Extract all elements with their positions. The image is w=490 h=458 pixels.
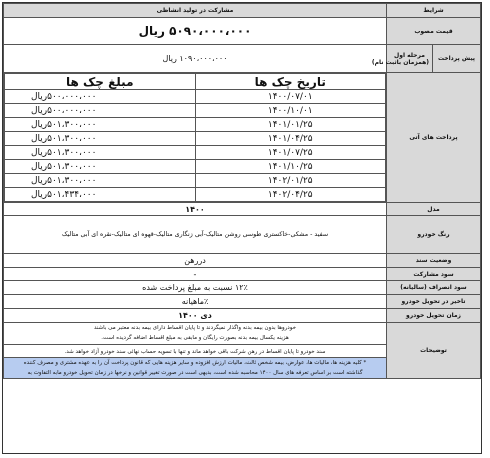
document-status-value: دررهن <box>4 254 387 268</box>
notes-row <box>4 323 481 379</box>
profit-label: سود مشارکت <box>387 268 481 281</box>
notes-line-3: سند خودرو تا پایان اقساط در رهن شرکت باقی خواهد ماند و تنها با تسویه حساب نهائی سند خودرو آزاد خواهد شد. <box>4 344 386 357</box>
installment-date: ۱۴۰۰/۱۰/۰۱ <box>195 104 386 118</box>
model-label: مدل <box>387 203 481 216</box>
installment-row <box>5 160 386 174</box>
price-row <box>4 18 481 45</box>
installment-date: ۱۴۰۱/۱۰/۲۵ <box>195 160 386 174</box>
annual-profit-label: سود انصراف (سالیانه) <box>387 281 481 295</box>
notes-line-1: خودروها بدون بیمه بدنه واگذار نمیگردند و تا پایان اقساط دارای بیمه بدنه معتبر می باشند <box>94 325 296 331</box>
header-row <box>4 4 481 18</box>
prepayment-stage-label <box>371 45 433 73</box>
installments-row <box>4 73 481 203</box>
price-value: ۵۰۹۰،۰۰۰،۰۰۰ ریال <box>4 18 387 45</box>
prepayment-row <box>4 45 481 73</box>
installment-amount: ۵۰۱،۳۰۰،۰۰۰ریال <box>5 118 196 132</box>
prepayment-label: پیش پرداخت <box>433 45 481 73</box>
installment-row <box>5 104 386 118</box>
notes-line-5: گذاشته است بر اساس تعرفه های سال ۱۴۰۰ محاسبه شده است، بدیهی است در صورت تغییر قوانین و نرخها در زمان تحویل خودرو مابه التفاوت به <box>4 368 386 378</box>
installment-row <box>5 90 386 104</box>
color-value: سفید - مشکی-خاکستری طوسی روشن متالیک-آبی زنگاری متالیک-قهوه ای متالیک-نقره ای آبی متالیک <box>4 216 387 254</box>
installment-amount: ۵۰۰،۰۰۰،۰۰۰ریال <box>5 104 196 118</box>
delay-row <box>4 295 481 309</box>
delay-label: تاخیر در تحویل خودرو <box>387 295 481 309</box>
installment-date: ۱۴۰۲/۰۱/۲۵ <box>195 174 386 188</box>
prepayment-stage-note: (همزمان باثبت نام) <box>371 58 429 66</box>
installment-amount: ۵۰۱،۳۰۰،۰۰۰ریال <box>5 174 196 188</box>
delivery-value: دی ۱۴۰۰ <box>4 309 387 323</box>
installment-date: ۱۴۰۱/۰۷/۲۵ <box>195 146 386 160</box>
prepayment-value: ۱۰۹۰،۰۰۰،۰۰۰ ریال <box>4 45 387 73</box>
installment-row <box>5 174 386 188</box>
annual-profit-row <box>4 281 481 295</box>
document-status-row <box>4 254 481 268</box>
installment-date: ۱۴۰۲/۰۴/۲۵ <box>195 188 386 202</box>
delivery-row <box>4 309 481 323</box>
installment-row <box>5 118 386 132</box>
price-label: قیمت مصوب <box>387 18 481 45</box>
conditions-table <box>3 3 481 379</box>
installments-label: پرداخت های آتی <box>387 73 481 203</box>
profit-value: - <box>4 268 387 281</box>
installments-table <box>4 73 386 202</box>
document-status-label: وضعیت سند <box>387 254 481 268</box>
installment-amount: ۵۰۱،۳۰۰،۰۰۰ریال <box>5 160 196 174</box>
installment-date: ۱۴۰۱/۰۱/۲۵ <box>195 118 386 132</box>
installment-amount: ۵۰۱،۳۰۰،۰۰۰ریال <box>5 132 196 146</box>
installment-amount: ۵۰۰،۰۰۰،۰۰۰ریال <box>5 90 196 104</box>
installment-row <box>5 146 386 160</box>
notes-line-2: هزینه یکسال بیمه بدنه بصورت رایگان و مابقی به مبلغ اقساط اضافه گردیده است. <box>101 335 289 341</box>
model-value: ۱۴۰۰ <box>4 203 387 216</box>
profit-row <box>4 268 481 281</box>
conditions-header: شرایط <box>387 4 481 18</box>
installment-row <box>5 188 386 202</box>
model-row <box>4 203 481 216</box>
prepayment-stage-title: مرحله اول <box>394 51 425 59</box>
installment-date: ۱۴۰۱/۰۴/۲۵ <box>195 132 386 146</box>
installment-row <box>5 132 386 146</box>
amount-column-header: مبلغ چک ها <box>5 74 196 90</box>
color-label: رنگ خودرو <box>387 216 481 254</box>
installments-header-row <box>5 74 386 90</box>
notes-line-4: * کلیه هزینه ها، مالیات ها، عوارض، بیمه شخص ثالث، مالیات ارزش افزوده و سایر هزینه هایی که قانون پرداخت آن را به عهده مشتری و مصرف کننده <box>4 357 386 368</box>
delay-value: ٪ماهیانه <box>4 295 387 309</box>
installment-date: ۱۴۰۰/۰۷/۰۱ <box>195 90 386 104</box>
table-title: مشارکت در تولید انشاظی <box>4 4 387 18</box>
notes-content <box>4 323 387 379</box>
installment-amount: ۵۰۱،۳۰۰،۰۰۰ریال <box>5 146 196 160</box>
color-row <box>4 216 481 254</box>
installment-amount: ۵۰۱،۴۳۴،۰۰۰ریال <box>5 188 196 202</box>
date-column-header: تاریخ چک ها <box>195 74 386 90</box>
annual-profit-value: ۱۲٪ نسبت به مبلغ پرداخت شده <box>4 281 387 295</box>
delivery-label: زمان تحویل خودرو <box>387 309 481 323</box>
notes-label: توضیحات <box>387 323 481 379</box>
sales-conditions-sheet <box>2 2 482 454</box>
